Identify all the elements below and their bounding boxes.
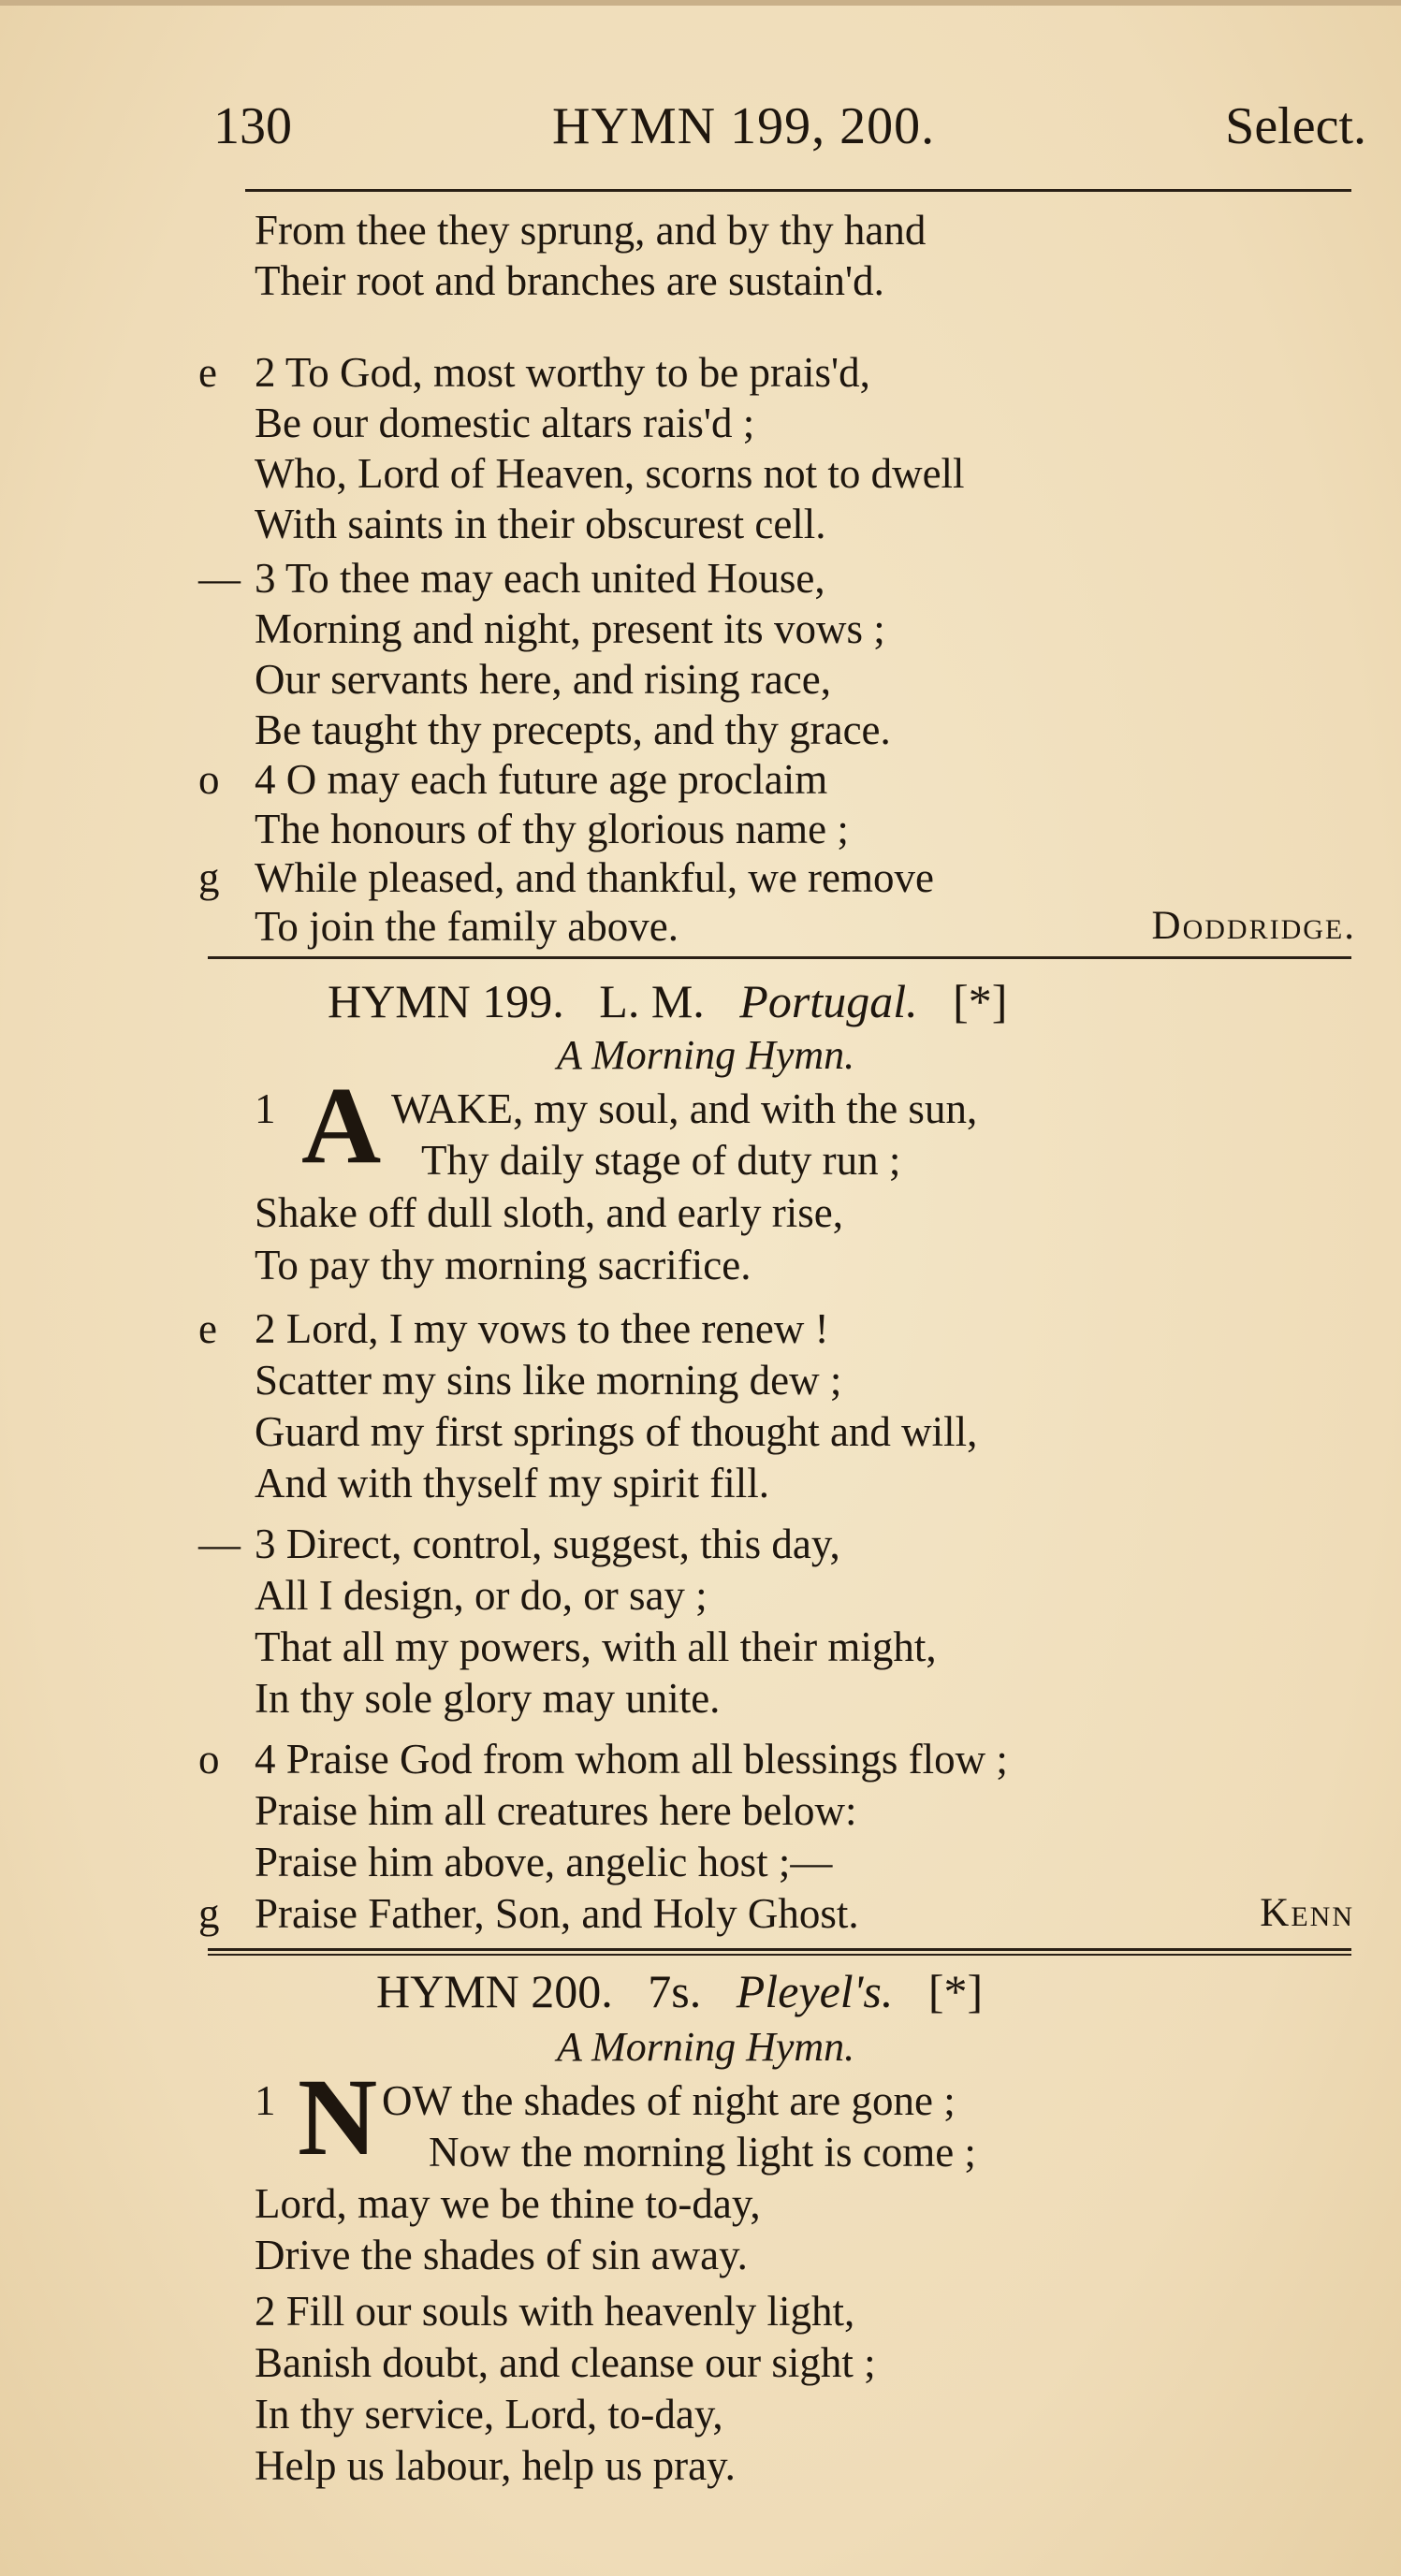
stanza-number: 1: [255, 1085, 276, 1132]
stanza-number: 1: [255, 2077, 276, 2124]
stanza-mark: e: [198, 349, 217, 396]
author-attribution: Doddridge.: [1151, 904, 1356, 948]
hymn-number: HYMN 200.: [376, 1965, 613, 2017]
verse-line: 3 To thee may each united House,: [255, 555, 825, 602]
hymn-meter: 7s.: [648, 1965, 702, 2017]
verse-line: That all my powers, with all their might,: [255, 1623, 937, 1670]
hymn-199-subtitle: A Morning Hymn.: [557, 1032, 855, 1078]
verse-line: Drive the shades of sin away.: [255, 2232, 748, 2278]
verse-line: Praise him above, angelic host ;—: [255, 1839, 833, 1885]
drop-cap: N: [298, 2056, 378, 2178]
section-rule: [208, 956, 1351, 959]
hymn-meter: L. M.: [599, 975, 705, 1027]
stanza-mark: —: [198, 1521, 241, 1567]
hymn-tune: Pleyel's.: [736, 1965, 894, 2017]
verse-line: 4 Praise God from whom all blessings flow ;: [255, 1736, 1008, 1783]
hymn-tune: Portugal.: [739, 975, 918, 1027]
verse-line: WAKE, my soul, and with the sun,: [391, 1085, 978, 1132]
author-attribution: Kenn: [1260, 1891, 1354, 1935]
verse-line: 2 To God, most worthy to be prais'd,: [255, 349, 870, 396]
stanza-mark: g: [198, 1890, 220, 1937]
running-title: HYMN 199, 200.: [552, 97, 936, 155]
verse-line: Morning and night, present its vows ;: [255, 605, 885, 652]
section-label: Select.: [1225, 97, 1366, 155]
hymn-200-heading: [376, 1963, 983, 2019]
verse-line: Praise Father, Son, and Holy Ghost.: [255, 1890, 859, 1937]
stanza-mark: o: [198, 1736, 220, 1783]
stanza-mark: —: [198, 555, 241, 602]
section-rule: [208, 1948, 1351, 1951]
verse-line: Our servants here, and rising race,: [255, 656, 832, 703]
verse-line: While pleased, and thankful, we remove: [255, 854, 934, 901]
verse-line: In thy sole glory may unite.: [255, 1675, 721, 1722]
hymn-number: HYMN 199.: [328, 975, 564, 1027]
verse-line: To join the family above.: [255, 903, 679, 950]
verse-line: To pay thy morning sacrifice.: [255, 1242, 752, 1288]
verse-line: Their root and branches are sustain'd.: [255, 257, 884, 304]
verse-line: Now the morning light is come ;: [429, 2129, 976, 2176]
verse-line: And with thyself my spirit fill.: [255, 1460, 769, 1506]
verse-line: Thy daily stage of duty run ;: [421, 1137, 901, 1184]
page-top-edge: [0, 0, 1401, 6]
verse-line: Be taught thy precepts, and thy grace.: [255, 706, 891, 753]
verse-line: The honours of thy glorious name ;: [255, 806, 849, 852]
verse-line: Help us labour, help us pray.: [255, 2442, 736, 2489]
stanza-mark: o: [198, 756, 220, 803]
verse-line: 2 Lord, I my vows to thee renew !: [255, 1305, 829, 1352]
verse-line: Lord, may we be thine to-day,: [255, 2180, 761, 2227]
section-rule: [208, 1954, 1351, 1956]
hymn-199-heading: [328, 973, 1007, 1029]
verse-line: 3 Direct, control, suggest, this day,: [255, 1521, 840, 1567]
verse-line: OW the shades of night are gone ;: [382, 2077, 956, 2124]
hymn-200-subtitle: A Morning Hymn.: [557, 2024, 855, 2070]
verse-line: Banish doubt, and cleanse our sight ;: [255, 2339, 876, 2386]
verse-line: Shake off dull sloth, and early rise,: [255, 1189, 844, 1236]
hymn-flag: [*]: [927, 1965, 984, 2017]
verse-line: Scatter my sins like morning dew ;: [255, 1357, 842, 1404]
stanza-mark: g: [198, 854, 220, 901]
verse-line: 2 Fill our souls with heavenly light,: [255, 2288, 855, 2335]
header-rule: [245, 189, 1351, 192]
verse-line: All I design, or do, or say ;: [255, 1572, 708, 1619]
drop-cap: A: [301, 1064, 382, 1186]
verse-line: From thee they sprung, and by thy hand: [255, 207, 927, 254]
verse-line: Guard my first springs of thought and will,: [255, 1408, 978, 1455]
running-header: [213, 89, 1366, 164]
verse-line: Praise him all creatures here below:: [255, 1787, 857, 1834]
stanza-mark: e: [198, 1305, 217, 1352]
verse-line: Who, Lord of Heaven, scorns not to dwell: [255, 450, 965, 497]
page-number: 130: [213, 97, 292, 155]
verse-line: Be our domestic altars rais'd ;: [255, 400, 755, 446]
verse-line: In thy service, Lord, to-day,: [255, 2391, 723, 2438]
verse-line: With saints in their obscurest cell.: [255, 501, 826, 547]
hymn-flag: [*]: [953, 975, 1008, 1027]
verse-line: 4 O may each future age proclaim: [255, 756, 828, 803]
